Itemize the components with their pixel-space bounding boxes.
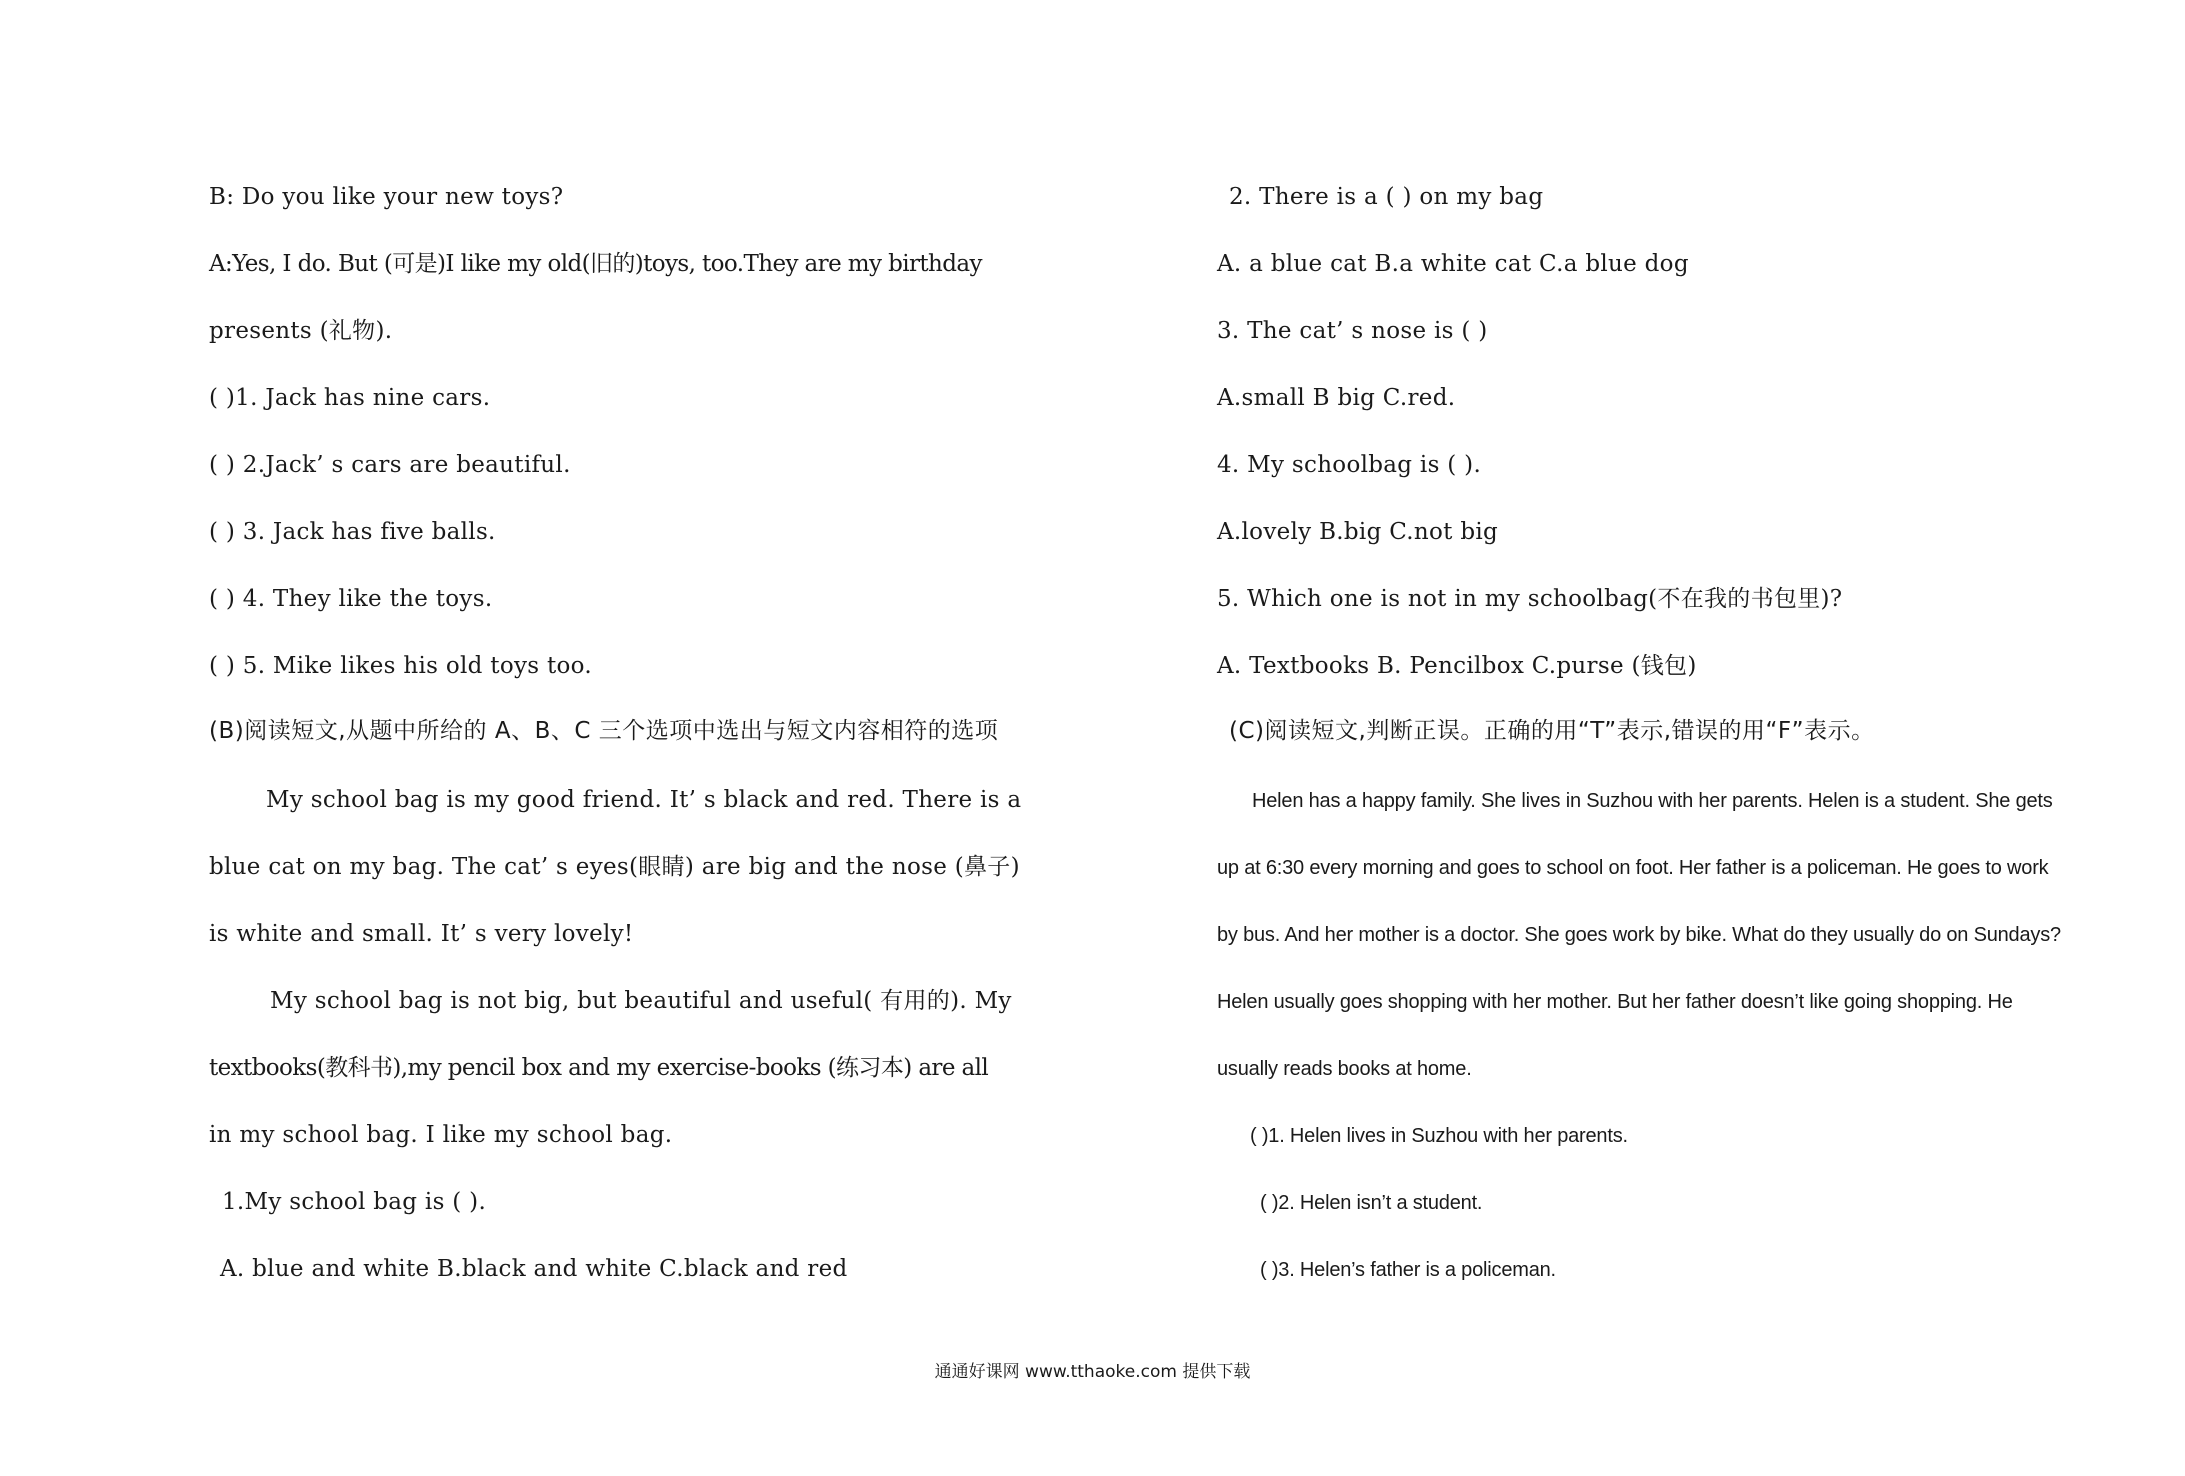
passage-c-line-5: usually reads books at home. — [1217, 1058, 1472, 1080]
tf-question-1: ( )1. Jack has nine cars. — [209, 385, 491, 411]
tf-question-5: ( ) 5. Mike likes his old toys too. — [209, 653, 593, 679]
tf-c-question-1: ( )1. Helen lives in Suzhou with her parents. — [1250, 1125, 1628, 1147]
dialogue-line-a-cont: presents (礼物). — [209, 318, 393, 344]
mc-question-5: 5. Which one is not in my schoolbag(不在我的书包里)? — [1217, 586, 1843, 612]
tf-question-2: ( ) 2.Jack’ s cars are beautiful. — [209, 452, 571, 478]
mc-question-1: 1.My school bag is ( ). — [222, 1189, 487, 1215]
passage-b-line-6: in my school bag. I like my school bag. — [209, 1122, 673, 1148]
dialogue-line-a: A:Yes, I do. But (可是)I like my old(旧的)toys, too.They are my birthday — [209, 251, 982, 277]
dialogue-line-b: B: Do you like your new toys? — [209, 184, 564, 210]
passage-b-line-1: My school bag is my good friend. It’ s black and red. There is a — [266, 787, 1022, 813]
mc-question-2: 2. There is a ( ) on my bag — [1229, 184, 1544, 210]
passage-b-line-5: textbooks(教科书),my pencil box and my exercise-books (练习本) are all — [209, 1055, 989, 1081]
tf-question-3: ( ) 3. Jack has five balls. — [209, 519, 496, 545]
mc-question-5-options: A. Textbooks B. Pencilbox C.purse (钱包) — [1217, 653, 1697, 679]
mc-question-1-options: A. blue and white B.black and white C.black and red — [220, 1256, 848, 1282]
mc-question-3: 3. The cat’ s nose is ( ) — [1217, 318, 1488, 344]
passage-c-line-3: by bus. And her mother is a doctor. She goes work by bike. What do they usually do on Sundays? — [1217, 924, 2061, 946]
section-c-heading: (C)阅读短文,判断正误。正确的用“T”表示,错误的用“F”表示。 — [1229, 718, 1875, 744]
tf-c-question-3: ( )3. Helen’s father is a policeman. — [1260, 1259, 1556, 1281]
mc-question-2-options: A. a blue cat B.a white cat C.a blue dog — [1217, 251, 1689, 277]
tf-c-question-2: ( )2. Helen isn’t a student. — [1260, 1192, 1483, 1214]
passage-b-line-4: My school bag is not big, but beautiful and useful( 有用的). My — [270, 988, 1012, 1014]
tf-question-4: ( ) 4. They like the toys. — [209, 586, 493, 612]
section-b-heading: (B)阅读短文,从题中所给的 A、B、C 三个选项中选出与短文内容相符的选项 — [209, 718, 999, 744]
passage-b-line-3: is white and small. It’ s very lovely! — [209, 921, 634, 947]
mc-question-4: 4. My schoolbag is ( ). — [1217, 452, 1482, 478]
passage-c-line-4: Helen usually goes shopping with her mother. But her father doesn’t like going shopping. He — [1217, 991, 2013, 1013]
passage-c-line-1: Helen has a happy family. She lives in Suzhou with her parents. Helen is a student. She gets — [1252, 790, 2053, 812]
mc-question-3-options: A.small B big C.red. — [1217, 385, 1456, 411]
page-footer: 通通好课网 www.tthaoke.com 提供下载 — [934, 1362, 1251, 1382]
passage-c-line-2: up at 6:30 every morning and goes to school on foot. Her father is a policeman. He goes to work — [1217, 857, 2049, 879]
mc-question-4-options: A.lovely B.big C.not big — [1217, 519, 1499, 545]
passage-b-line-2: blue cat on my bag. The cat’ s eyes(眼睛) are big and the nose (鼻子) — [209, 854, 1020, 880]
